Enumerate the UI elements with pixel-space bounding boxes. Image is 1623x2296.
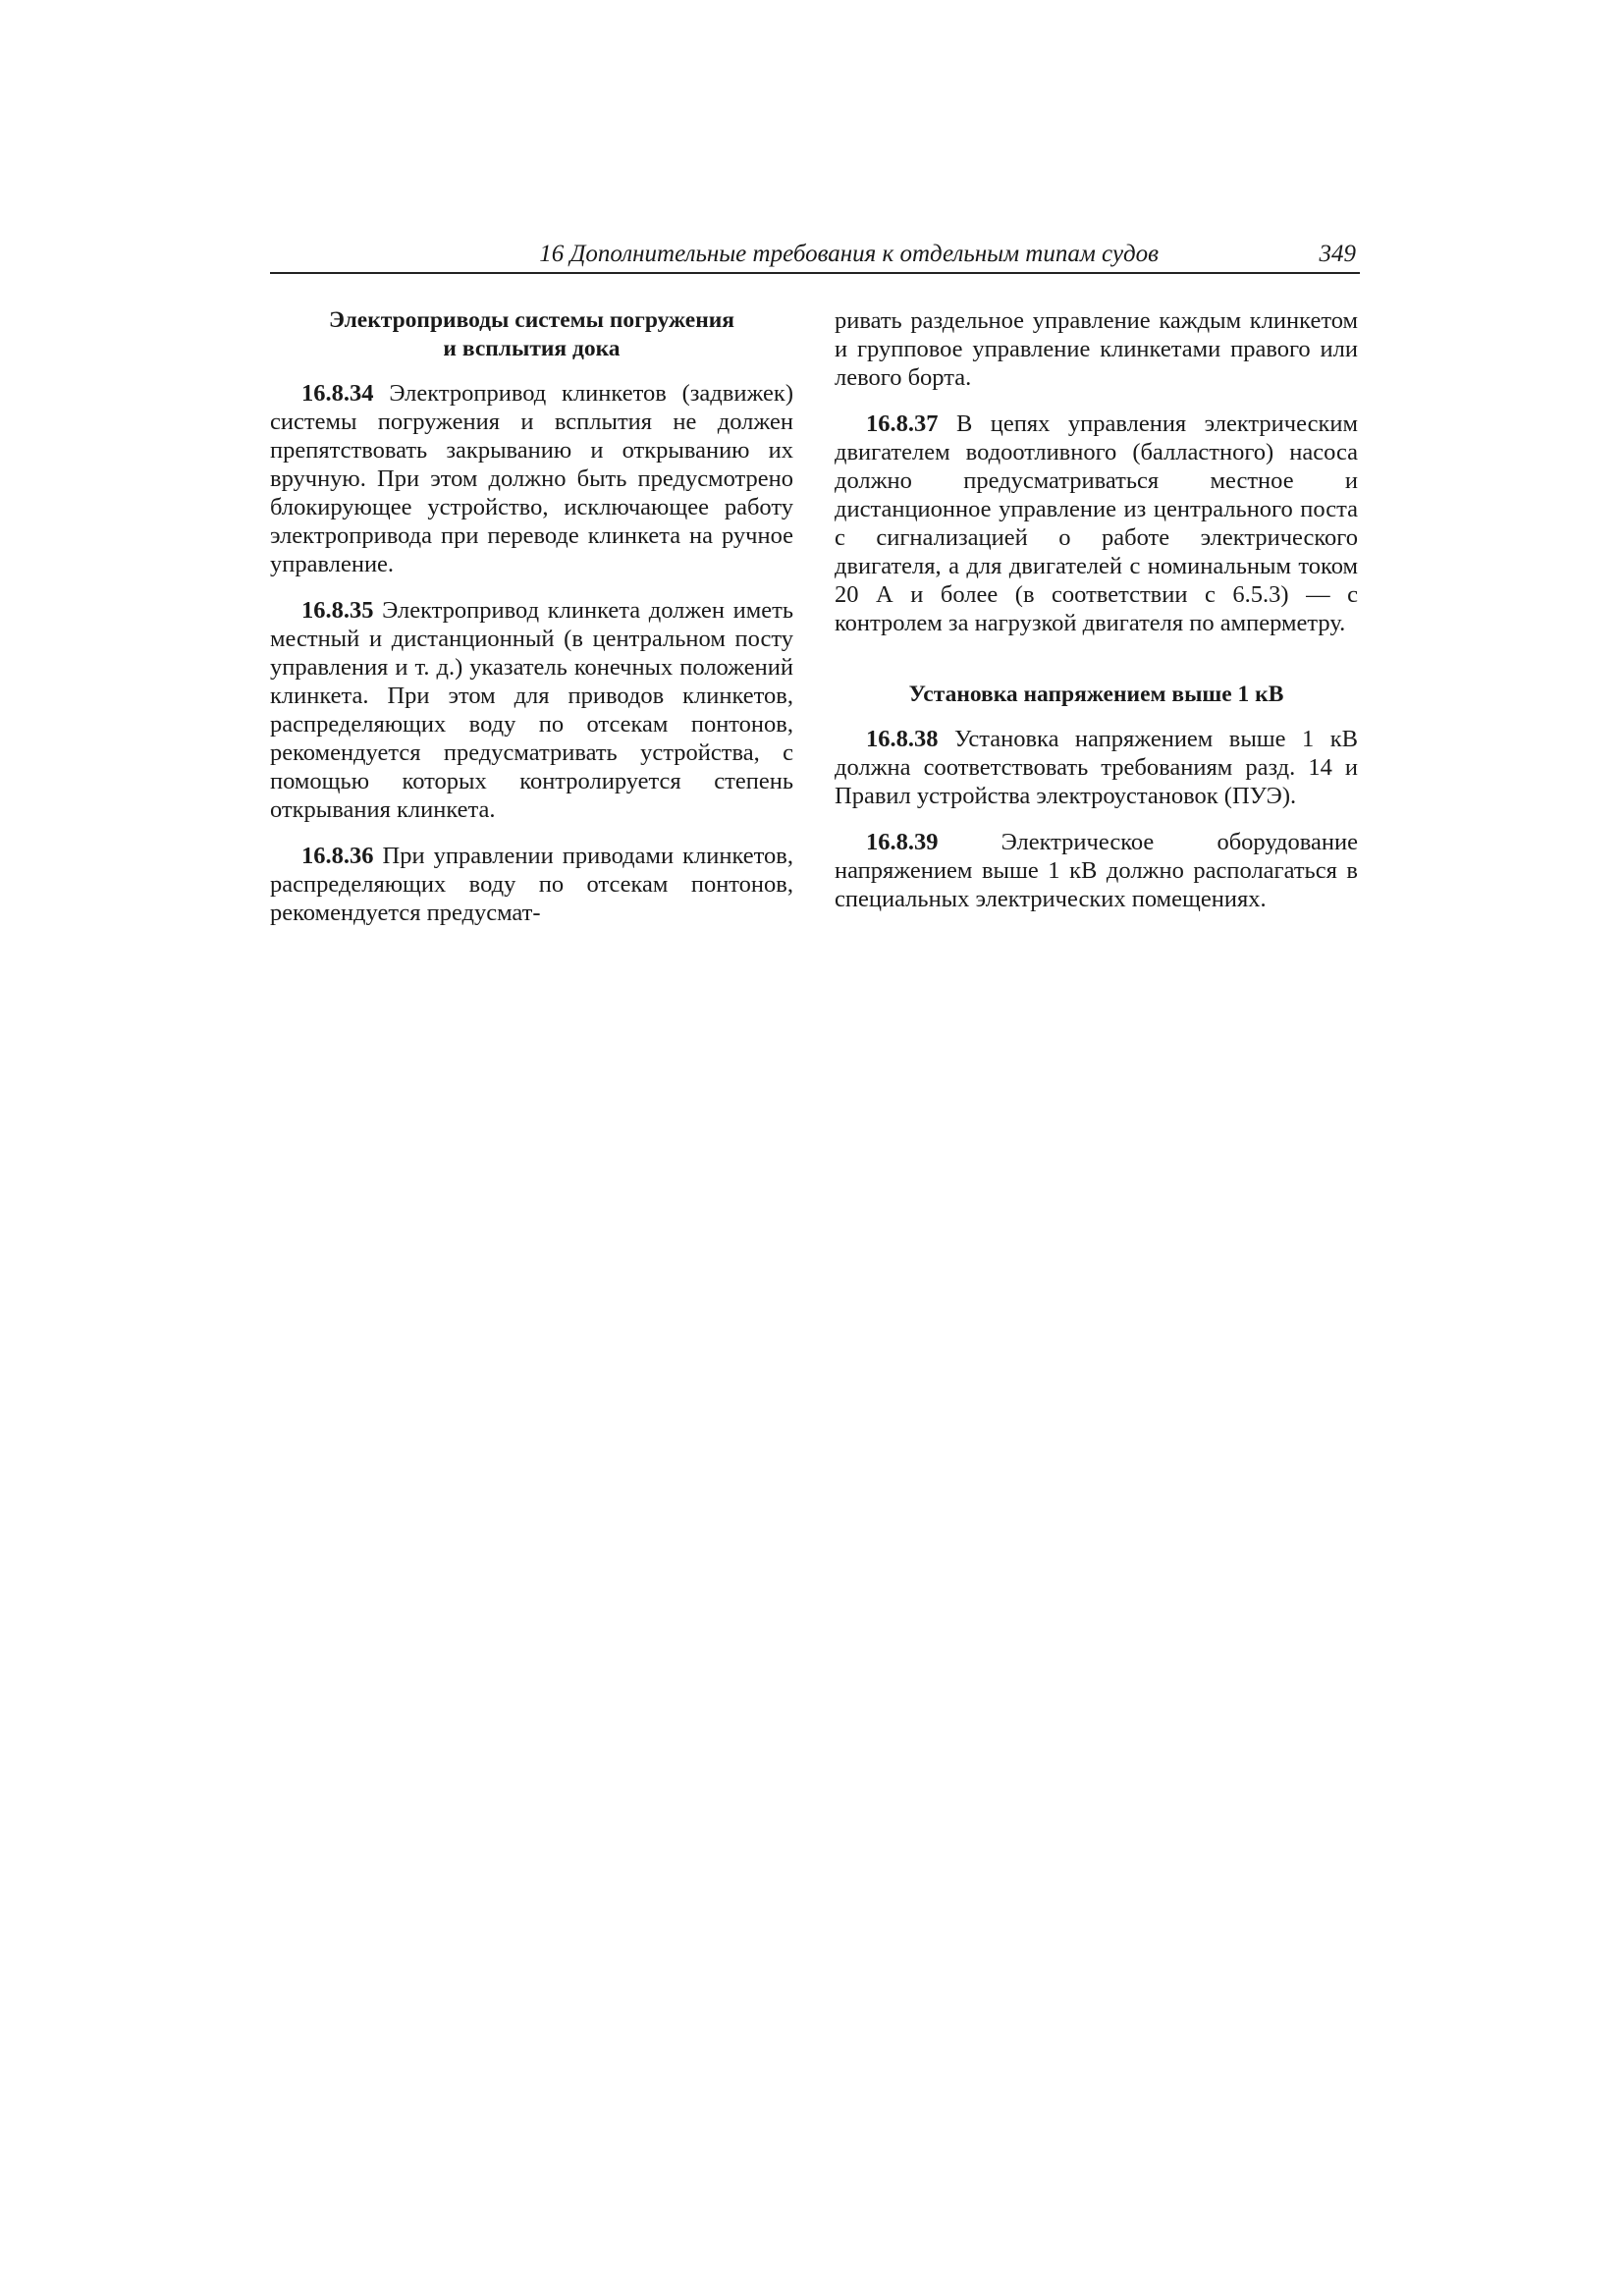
paragraph-16-8-35 (270, 596, 793, 824)
paragraph-text: При управлении приводами клинкетов, распределяющих воду по отсекам понтонов, рекомендуется предусмат- (270, 843, 793, 926)
paragraph-number: 16.8.35 (301, 597, 374, 624)
page-number: 349 (1319, 241, 1356, 267)
paragraph-text: Установка напряжением выше 1 кВ должна соответствовать требованиям разд. 14 и Правил устройства электроустановок (ПУЭ). (835, 726, 1358, 809)
right-column (835, 306, 1358, 913)
paragraph-number: 16.8.39 (866, 829, 939, 855)
paragraph-text: В цепях управления электрическим двигателем водоотливного (балластного) насоса должно предусматриваться местное и дистанционное управление из центрального поста с сигнализацией о работе электрического двигателя, а для двигателей с номинальным током 20 А и более (в соответствии с 6.5.3) — с контролем за нагрузкой двигателя по амперметру. (835, 410, 1358, 636)
paragraph-number: 16.8.34 (301, 380, 374, 407)
paragraph-number: 16.8.38 (866, 726, 939, 752)
chapter-title: 16 Дополнительные требования к отдельным типам судов (539, 241, 1159, 267)
running-header (270, 237, 1360, 274)
heading-line: и всплытия дока (443, 336, 621, 361)
paragraph-text: Электропривод клинкета должен иметь местный и дистанционный (в центральном посту управления и т. д.) указатель конечных положений клинкета. При этом для приводов клинкетов, распределяющих воду по отсекам понтонов, рекомендуется предусматривать устройства, с помощью которых контролируется степень открывания клинкета. (270, 597, 793, 823)
paragraph-text: Электропривод клинкетов (задвижек) системы погружения и всплытия не должен препятствовать закрыванию и открыванию их вручную. При этом должно быть предусмотрено блокирующее устройство, исключающее работу электропривода при переводе клинкета на ручное управление. (270, 380, 793, 577)
paragraph-16-8-36-continued: ривать раздельное управление каждым клинкетом и групповое управление клинкетами правого или левого борта. (835, 307, 1358, 391)
paragraph-16-8-36 (270, 842, 793, 927)
section-heading-dock-drives (270, 306, 793, 363)
left-column (270, 306, 793, 927)
section-heading-high-voltage: Установка напряжением выше 1 кВ (908, 682, 1284, 707)
paragraph-16-8-38 (835, 725, 1358, 810)
heading-line: Электроприводы системы погружения (328, 307, 735, 333)
paragraph-text: Электрическое оборудование напряжением выше 1 кВ должно располагаться в специальных электрических помещениях. (835, 829, 1358, 912)
paragraph-16-8-37 (835, 410, 1358, 637)
paragraph-number: 16.8.36 (301, 843, 374, 869)
paragraph-number: 16.8.37 (866, 410, 939, 437)
paragraph-16-8-34 (270, 379, 793, 578)
paragraph-16-8-39 (835, 828, 1358, 913)
